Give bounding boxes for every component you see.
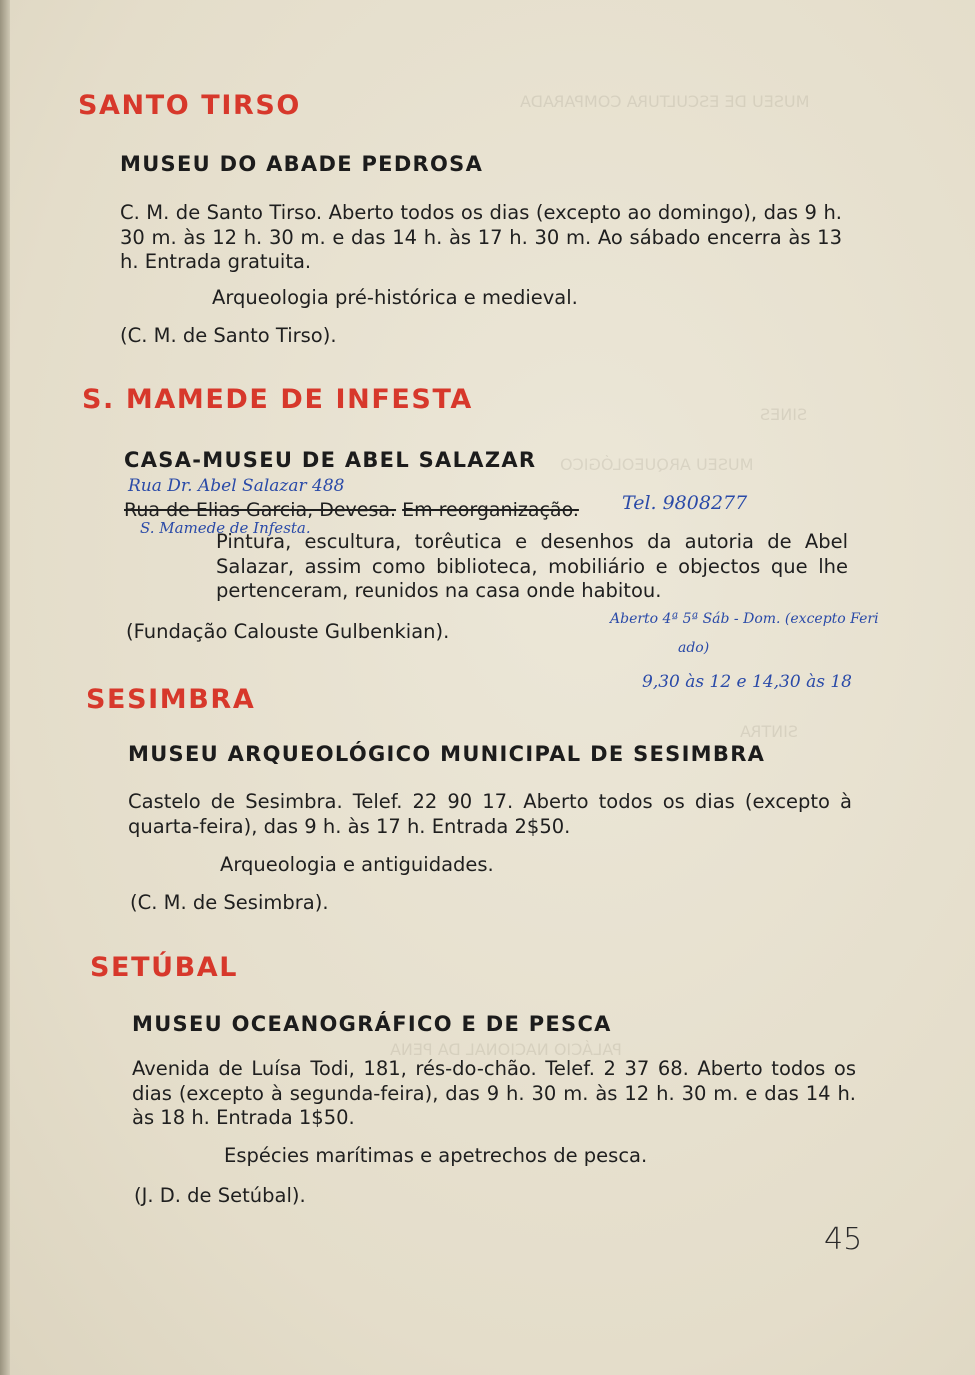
city-heading: SESIMBRA: [86, 684, 256, 715]
bleed-through: MUSEU ARQUEOLÓGICO: [560, 455, 754, 474]
museum-title: MUSEU OCEANOGRÁFICO E DE PESCA: [132, 1012, 612, 1036]
bleed-through: PALÁCIO NACIONAL DA PENA: [390, 1040, 622, 1059]
old-address: Rua de Elias Garcia, Devesa.: [124, 499, 397, 521]
museum-title: MUSEU ARQUEOLÓGICO MUNICIPAL DE SESIMBRA: [128, 742, 766, 766]
collection-description: Arqueologia pré-histórica e medieval.: [212, 286, 578, 309]
collection-description: Pintura, escultura, torêutica e desenhos da autoria de Abel Salazar, assim como biblioteca, mobiliário e objectos que lhe pertenceram, reunidos na casa onde habitou.: [216, 530, 848, 602]
bleed-through: MUSEU DE ESCULTURA COMPARADA: [520, 92, 810, 111]
museum-info: Castelo de Sesimbra. Telef. 22 90 17. Aberto todos os dias (excepto à quarta-feira), das 9 h. às 17 h. Entrada 2$50.: [128, 790, 852, 838]
museum-owner: (C. M. de Sesimbra).: [130, 891, 329, 914]
bleed-through: SINES: [760, 405, 808, 424]
museum-title: MUSEU DO ABADE PEDROSA: [120, 152, 484, 176]
museum-owner: (Fundação Calouste Gulbenkian).: [126, 620, 450, 643]
collection-description: Espécies marítimas e apetrechos de pesca.: [224, 1144, 648, 1167]
city-heading: SETÚBAL: [90, 952, 239, 983]
city-heading: S. MAMEDE DE INFESTA: [82, 384, 473, 415]
binding-gutter: [0, 0, 10, 1375]
city-heading: SANTO TIRSO: [78, 90, 301, 121]
museum-owner: (J. D. de Setúbal).: [134, 1184, 306, 1207]
collection-description: Arqueologia e antiguidades.: [220, 853, 494, 876]
handwritten-phone: Tel. 9808277: [622, 492, 748, 514]
museum-title: CASA-MUSEU DE ABEL SALAZAR: [124, 448, 537, 472]
museum-info: C. M. de Santo Tirso. Aberto todos os dias (excepto ao domingo), das 9 h. 30 m. às 12 h. 30 m. e das 14 h. às 17 h. 30 m. Ao sábado encerra às 13 h. Entrada gratuita.: [120, 201, 842, 273]
handwritten-hours-continued: ado): [678, 640, 710, 656]
museum-info: Avenida de Luísa Todi, 181, rés-do-chão. Telef. 2 37 68. Aberto todos os dias (excepto à segunda-feira), das 9 h. 30 m. às 12 h. 30 m. e das 14 h. às 18 h. Entrada 1$50.: [132, 1057, 856, 1129]
handwritten-place: S. Mamede de Infesta.: [140, 519, 311, 537]
handwritten-hours: Aberto 4ª 5ª Sáb - Dom. (excepto Feri: [610, 611, 879, 627]
page-number: 45: [824, 1222, 863, 1257]
old-status: Em reorganização.: [402, 499, 579, 521]
bleed-through: SINTRA: [740, 722, 799, 741]
handwritten-hours-times: 9,30 às 12 e 14,30 às 18: [642, 672, 852, 692]
museum-owner: (C. M. de Santo Tirso).: [120, 324, 337, 347]
address-struck-line: [124, 499, 579, 521]
handwritten-address: Rua Dr. Abel Salazar 488: [128, 476, 345, 496]
